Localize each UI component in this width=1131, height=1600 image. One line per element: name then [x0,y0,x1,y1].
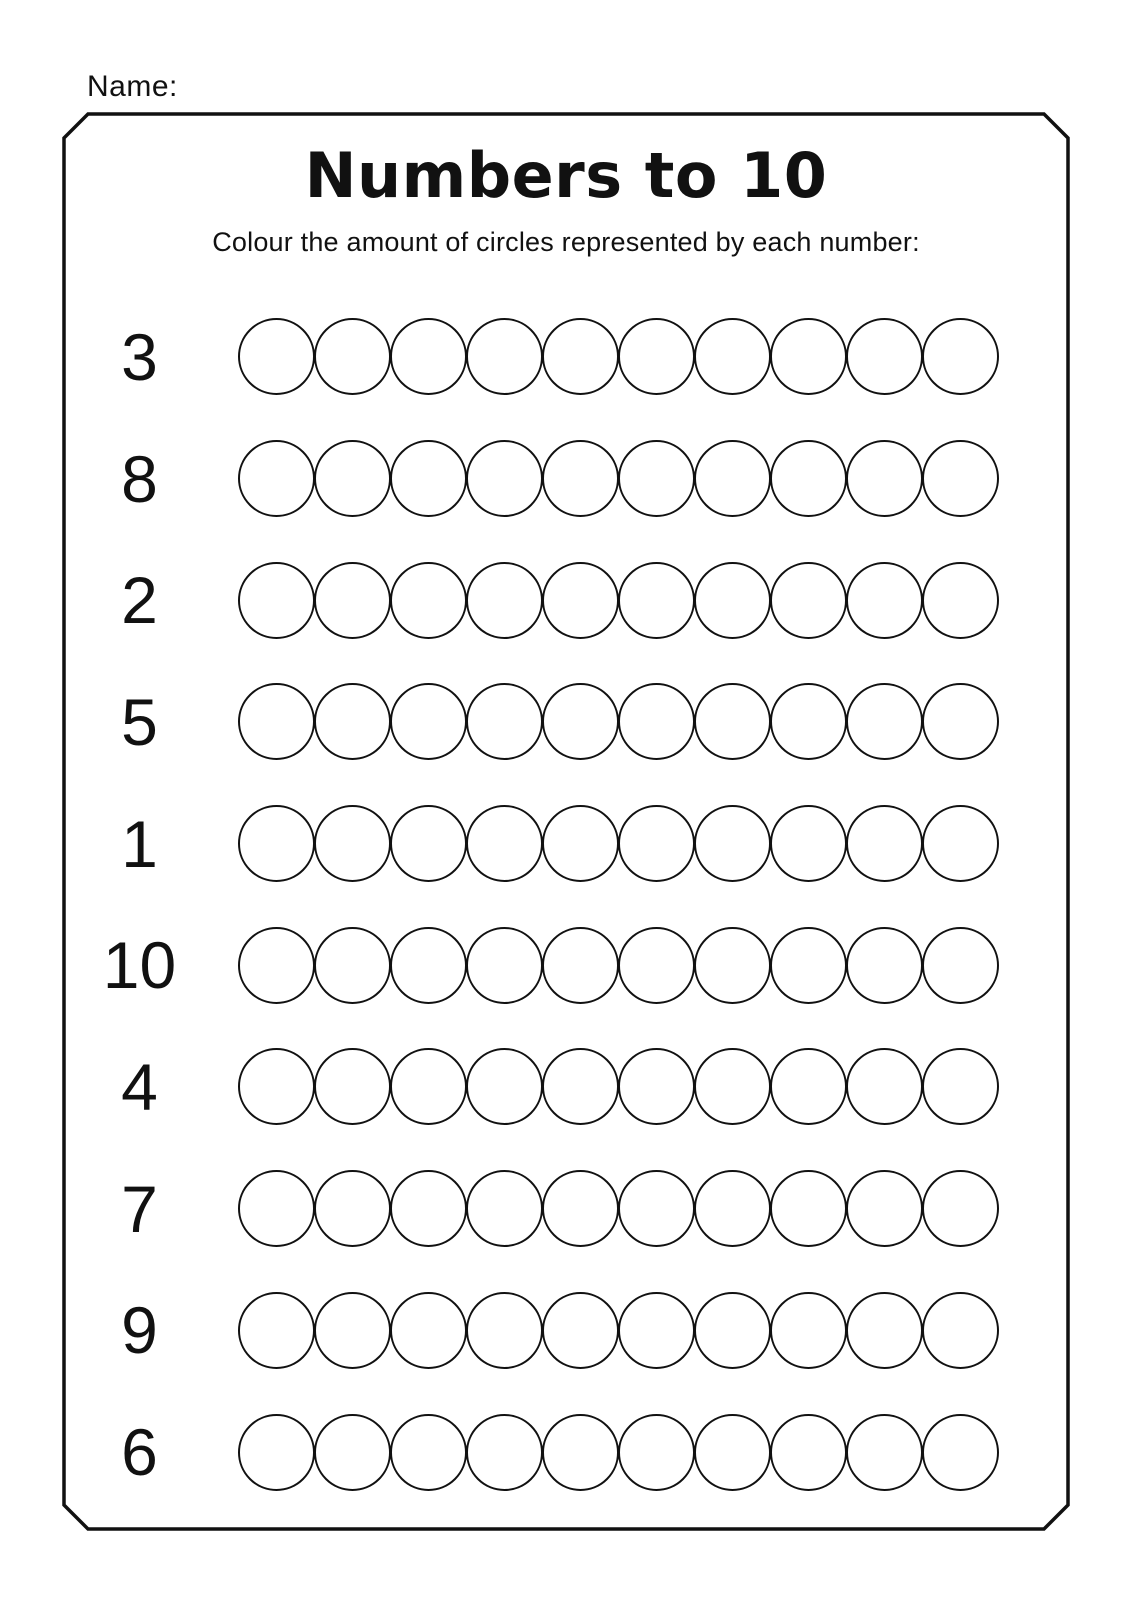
colour-circle[interactable] [542,1414,619,1491]
colour-circle[interactable] [770,562,847,639]
colour-circle[interactable] [542,1170,619,1247]
row-number-label: 7 [121,1171,158,1246]
colour-circle[interactable] [542,318,619,395]
colour-circle[interactable] [694,927,771,1004]
colour-circle[interactable] [390,1414,467,1491]
colour-circle[interactable] [922,1414,999,1491]
colour-circle[interactable] [694,318,771,395]
circles-row [238,318,999,395]
colour-circle[interactable] [314,1414,391,1491]
name-label: Name: [87,70,178,103]
colour-circle[interactable] [466,1048,543,1125]
number-row-9 [62,1270,1070,1392]
colour-circle[interactable] [922,1048,999,1125]
number-row-10 [62,904,1070,1026]
number-row-3 [62,296,1070,418]
circles-row [238,562,999,639]
circles-row [238,1292,999,1369]
circles-row [238,1048,999,1125]
colour-circle[interactable] [466,1414,543,1491]
colour-circle[interactable] [846,1292,923,1369]
colour-circle[interactable] [694,683,771,760]
circles-row [238,440,999,517]
colour-circle[interactable] [390,562,467,639]
colour-circle[interactable] [694,1048,771,1125]
colour-circle[interactable] [542,805,619,882]
colour-circle[interactable] [314,805,391,882]
colour-circle[interactable] [694,1292,771,1369]
colour-circle[interactable] [618,1292,695,1369]
rows-container [62,296,1070,1513]
colour-circle[interactable] [618,1414,695,1491]
colour-circle[interactable] [770,1048,847,1125]
number-row-4 [62,1026,1070,1148]
number-row-8 [62,418,1070,540]
colour-circle[interactable] [770,1414,847,1491]
colour-circle[interactable] [390,440,467,517]
circles-row [238,1414,999,1491]
colour-circle[interactable] [542,1292,619,1369]
colour-circle[interactable] [846,805,923,882]
row-number-label: 4 [121,1049,158,1124]
circles-row [238,1170,999,1247]
colour-circle[interactable] [314,440,391,517]
row-number-label: 2 [121,563,158,638]
colour-circle[interactable] [238,927,315,1004]
colour-circle[interactable] [390,1048,467,1125]
colour-circle[interactable] [314,927,391,1004]
colour-circle[interactable] [618,1170,695,1247]
colour-circle[interactable] [846,440,923,517]
colour-circle[interactable] [238,1170,315,1247]
colour-circle[interactable] [770,440,847,517]
colour-circle[interactable] [466,927,543,1004]
colour-circle[interactable] [466,562,543,639]
colour-circle[interactable] [542,683,619,760]
row-number-label: 3 [121,319,158,394]
colour-circle[interactable] [618,683,695,760]
colour-circle[interactable] [846,318,923,395]
colour-circle[interactable] [922,805,999,882]
colour-circle[interactable] [922,318,999,395]
colour-circle[interactable] [542,562,619,639]
colour-circle[interactable] [238,1292,315,1369]
colour-circle[interactable] [618,318,695,395]
colour-circle[interactable] [238,805,315,882]
row-number-label: 8 [121,441,158,516]
colour-circle[interactable] [238,440,315,517]
colour-circle[interactable] [922,562,999,639]
colour-circle[interactable] [770,318,847,395]
colour-circle[interactable] [238,318,315,395]
colour-circle[interactable] [694,562,771,639]
colour-circle[interactable] [922,927,999,1004]
circles-row [238,927,999,1004]
colour-circle[interactable] [390,1170,467,1247]
colour-circle[interactable] [846,1414,923,1491]
number-row-6 [62,1391,1070,1513]
colour-circle[interactable] [390,318,467,395]
circles-row [238,683,999,760]
colour-circle[interactable] [618,1048,695,1125]
colour-circle[interactable] [466,683,543,760]
number-row-7 [62,1148,1070,1270]
row-number-label: 6 [121,1415,158,1490]
colour-circle[interactable] [238,562,315,639]
number-row-5 [62,661,1070,783]
row-number-label: 9 [121,1293,158,1368]
number-row-1 [62,783,1070,905]
colour-circle[interactable] [694,440,771,517]
circles-row [238,805,999,882]
colour-circle[interactable] [618,562,695,639]
colour-circle[interactable] [542,440,619,517]
colour-circle[interactable] [922,1170,999,1247]
colour-circle[interactable] [466,1292,543,1369]
colour-circle[interactable] [846,927,923,1004]
worksheet-instruction: Colour the amount of circles represented by each number: [212,227,920,258]
colour-circle[interactable] [922,1292,999,1369]
colour-circle[interactable] [314,562,391,639]
number-row-2 [62,539,1070,661]
colour-circle[interactable] [390,683,467,760]
colour-circle[interactable] [314,1170,391,1247]
colour-circle[interactable] [314,1048,391,1125]
colour-circle[interactable] [770,927,847,1004]
colour-circle[interactable] [314,683,391,760]
colour-circle[interactable] [238,1048,315,1125]
colour-circle[interactable] [846,1048,923,1125]
colour-circle[interactable] [314,1292,391,1369]
row-number-label: 1 [121,806,158,881]
colour-circle[interactable] [694,1170,771,1247]
colour-circle[interactable] [922,683,999,760]
row-number-label: 10 [102,928,177,1003]
colour-circle[interactable] [390,805,467,882]
worksheet-title: Numbers to 10 [304,139,828,212]
colour-circle[interactable] [466,805,543,882]
colour-circle[interactable] [618,440,695,517]
colour-circle[interactable] [314,318,391,395]
colour-circle[interactable] [618,927,695,1004]
colour-circle[interactable] [846,683,923,760]
colour-circle[interactable] [466,440,543,517]
colour-circle[interactable] [770,1292,847,1369]
colour-circle[interactable] [922,440,999,517]
colour-circle[interactable] [466,1170,543,1247]
colour-circle[interactable] [770,1170,847,1247]
colour-circle[interactable] [390,1292,467,1369]
colour-circle[interactable] [770,805,847,882]
colour-circle[interactable] [238,1414,315,1491]
row-number-label: 5 [121,684,158,759]
colour-circle[interactable] [466,318,543,395]
colour-circle[interactable] [770,683,847,760]
colour-circle[interactable] [238,683,315,760]
colour-circle[interactable] [694,1414,771,1491]
colour-circle[interactable] [694,805,771,882]
colour-circle[interactable] [846,1170,923,1247]
worksheet-frame [62,112,1070,1531]
colour-circle[interactable] [390,927,467,1004]
colour-circle[interactable] [618,805,695,882]
colour-circle[interactable] [846,562,923,639]
colour-circle[interactable] [542,927,619,1004]
colour-circle[interactable] [542,1048,619,1125]
